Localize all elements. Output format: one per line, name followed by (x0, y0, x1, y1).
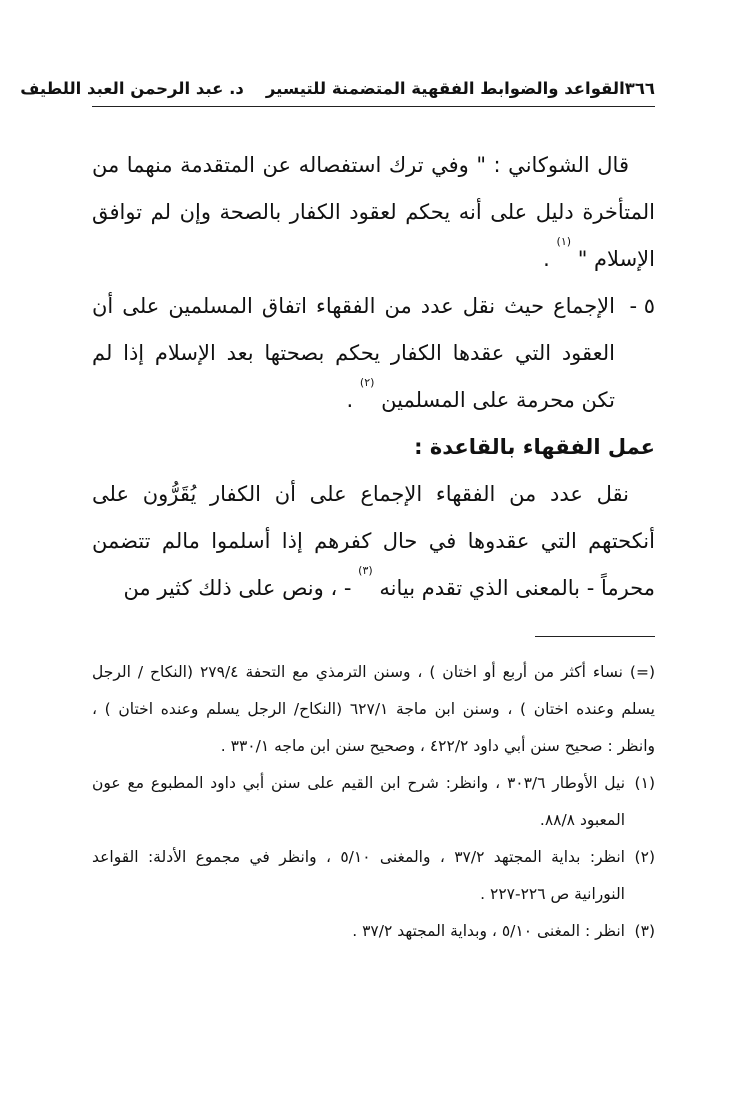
footnote-text: نيل الأوطار ٣٠٣/٦ ، وانظر: شرح ابن القيم على سنن أبي داود المطبوع مع عون المعبود ٨٨/٨. (92, 774, 626, 829)
page-number: ٣٦٦ (624, 79, 655, 98)
footnote-continued: (=) نساء أكثر من أربع أو اختان ) ، وسنن الترمذي مع التحفة ٢٧٩/٤ (النكاح / الرجل يسلم وعنده اختان ) ، وسنن ابن ماجة ٦٢٧/١ (النكاح/ الرجل يسلم وعنده اختان ) ، وانظر : صحيح سنن أبي داود ٤٢٢/٢ ، وصحيح سنن ابن ماجه ٣٣٠/١ . (92, 663, 655, 755)
footnote-divider (535, 636, 655, 637)
section-subheading: عمل الفقهاء بالقاعدة : (414, 435, 655, 459)
item-number: ٥ - (629, 294, 655, 318)
paragraph-fuqaha: نقل عدد من الفقهاء الإجماع على أن الكفار يُقَرُّون على أنكحتهم التي عقدوها في حال كفرهم إذا أسلموا مالم تتضمن محرماً - بالمعنى الذي تقدم بيانه $^{(٣)}$ - ، ونص على ذلك كثير من (92, 482, 655, 600)
footnote-mark: (٣) (634, 922, 655, 940)
footnote-mark: (١) (634, 774, 655, 792)
footnote-2 (92, 839, 655, 913)
footnote-ref-1: (١) (556, 235, 572, 248)
footnote-mark: (٢) (634, 848, 655, 866)
header-divider (92, 106, 655, 107)
footnote-ref-2: (٢) (359, 376, 375, 389)
main-text (92, 142, 655, 612)
page-header (20, 68, 655, 98)
book-title: القواعد والضوابط الفقهية المتضمنة للتيسير (265, 79, 625, 98)
author-name: د. عبد الرحمن العبد اللطيف (20, 79, 244, 98)
footnote-1 (92, 765, 655, 839)
footnotes (92, 654, 655, 950)
list-item-ijma: ٥ - الإجماع حيث نقل عدد من الفقهاء اتفاق المسلمين على أن العقود التي عقدها الكفار يحكم بصحتها بعد الإسلام إذا لم تكن محرمة على المسلمين $^{(٢)}$ . (92, 283, 655, 424)
running-head (20, 79, 625, 98)
footnote-3 (92, 913, 655, 950)
footnote-ref-3: (٣) (358, 564, 373, 577)
paragraph-shawkani: قال الشوكاني : " وفي ترك استفصاله عن المتقدمة منهما من المتأخرة دليل على أنه يحكم لعقود الكفار بالصحة وإن لم توافق الإسلام " $^{(١)}$ . (92, 153, 655, 271)
footnote-text: انظر : المغنى ٥/١٠ ، وبداية المجتهد ٣٧/٢ . (352, 922, 625, 940)
footnote-text: انظر: بداية المجتهد ٣٧/٢ ، والمغنى ٥/١٠ ، وانظر في مجموع الأدلة: القواعد النورانية ص ٢٢٦-٢٢٧ . (92, 848, 625, 903)
